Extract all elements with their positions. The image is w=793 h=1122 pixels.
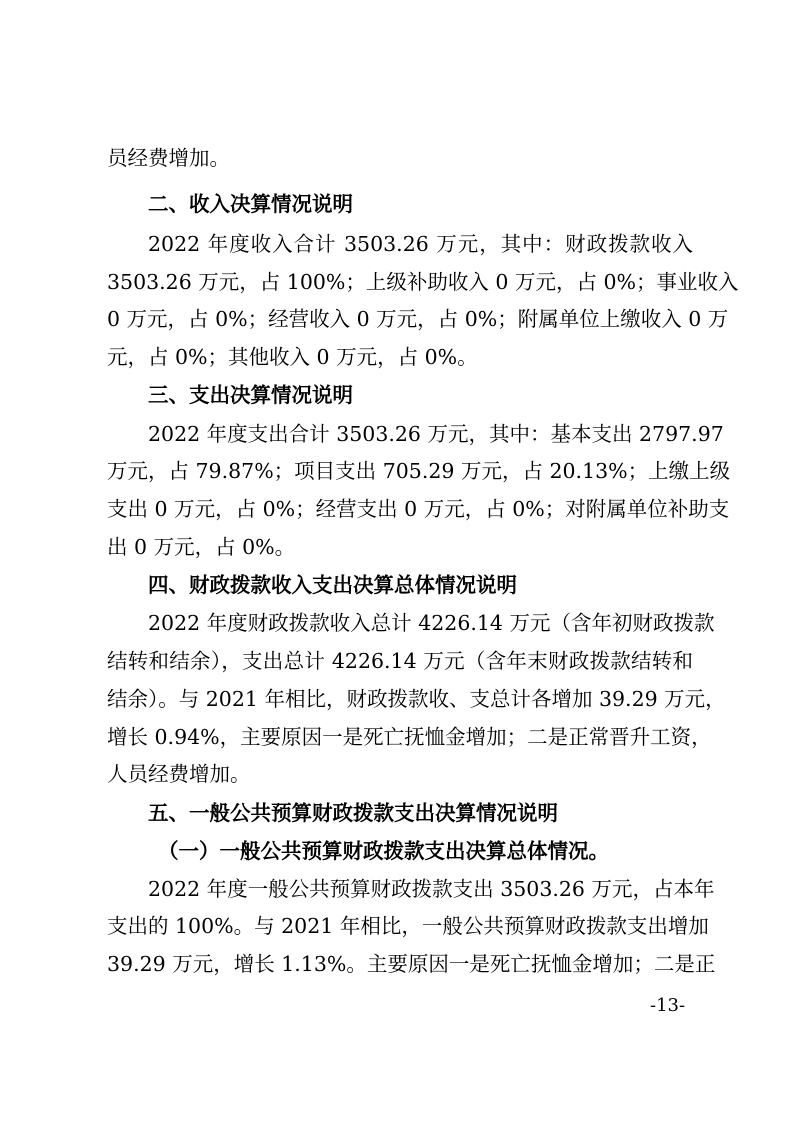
page-number: -13-: [650, 995, 686, 1016]
paragraph-line: 2022 年度一般公共预算财政拨款支出 3503.26 万元，占本年: [148, 877, 715, 901]
paragraph-line: 2022 年度支出合计 3503.26 万元，其中：基本支出 2797.97: [148, 422, 724, 446]
paragraph-line: 2022 年度收入合计 3503.26 万元，其中：财政拨款收入: [148, 232, 693, 256]
paragraph-line: 结转和结余），支出总计 4226.14 万元（含年末财政拨款结转和: [107, 649, 693, 673]
paragraph-line: 0 万元，占 0%；经营收入 0 万元，占 0%；附属单位上缴收入 0 万: [107, 307, 729, 331]
paragraph-line: 2022 年度财政拨款收入总计 4226.14 万元（含年初财政拨款: [148, 611, 715, 635]
section-heading: 三、支出决算情况说明: [148, 383, 353, 407]
paragraph-line: 39.29 万元，增长 1.13%。主要原因一是死亡抚恤金增加；二是正: [107, 952, 716, 976]
subsection-heading: （一）一般公共预算财政拨款支出决算总体情况。: [158, 839, 609, 863]
paragraph-line: 员经费增加。: [107, 146, 230, 170]
section-heading: 四、财政拨款收入支出决算总体情况说明: [148, 573, 517, 597]
paragraph-line: 支出 0 万元，占 0%；经营支出 0 万元，占 0%；对附属单位补助支: [107, 497, 730, 521]
paragraph-line: 增长 0.94%，主要原因一是死亡抚恤金增加；二是正常晋升工资，: [107, 725, 712, 749]
paragraph-line: 结余）。与 2021 年相比，财政拨款收、支总计各增加 39.29 万元，: [107, 687, 726, 711]
paragraph-line: 人员经费增加。: [107, 762, 251, 786]
paragraph-line: 出 0 万元，占 0%。: [107, 535, 296, 559]
paragraph-line: 3503.26 万元，占 100%；上级补助收入 0 万元，占 0%；事业收入: [107, 270, 739, 294]
section-heading: 二、收入决算情况说明: [148, 192, 353, 216]
paragraph-line: 万元，占 79.87%；项目支出 705.29 万元，占 20.13%；上缴上级: [107, 459, 731, 483]
paragraph-line: 元，占 0%；其他收入 0 万元，占 0%。: [107, 345, 478, 369]
paragraph-line: 支出的 100%。与 2021 年相比，一般公共预算财政拨款支出增加: [107, 914, 709, 938]
section-heading: 五、一般公共预算财政拨款支出决算情况说明: [148, 801, 558, 825]
